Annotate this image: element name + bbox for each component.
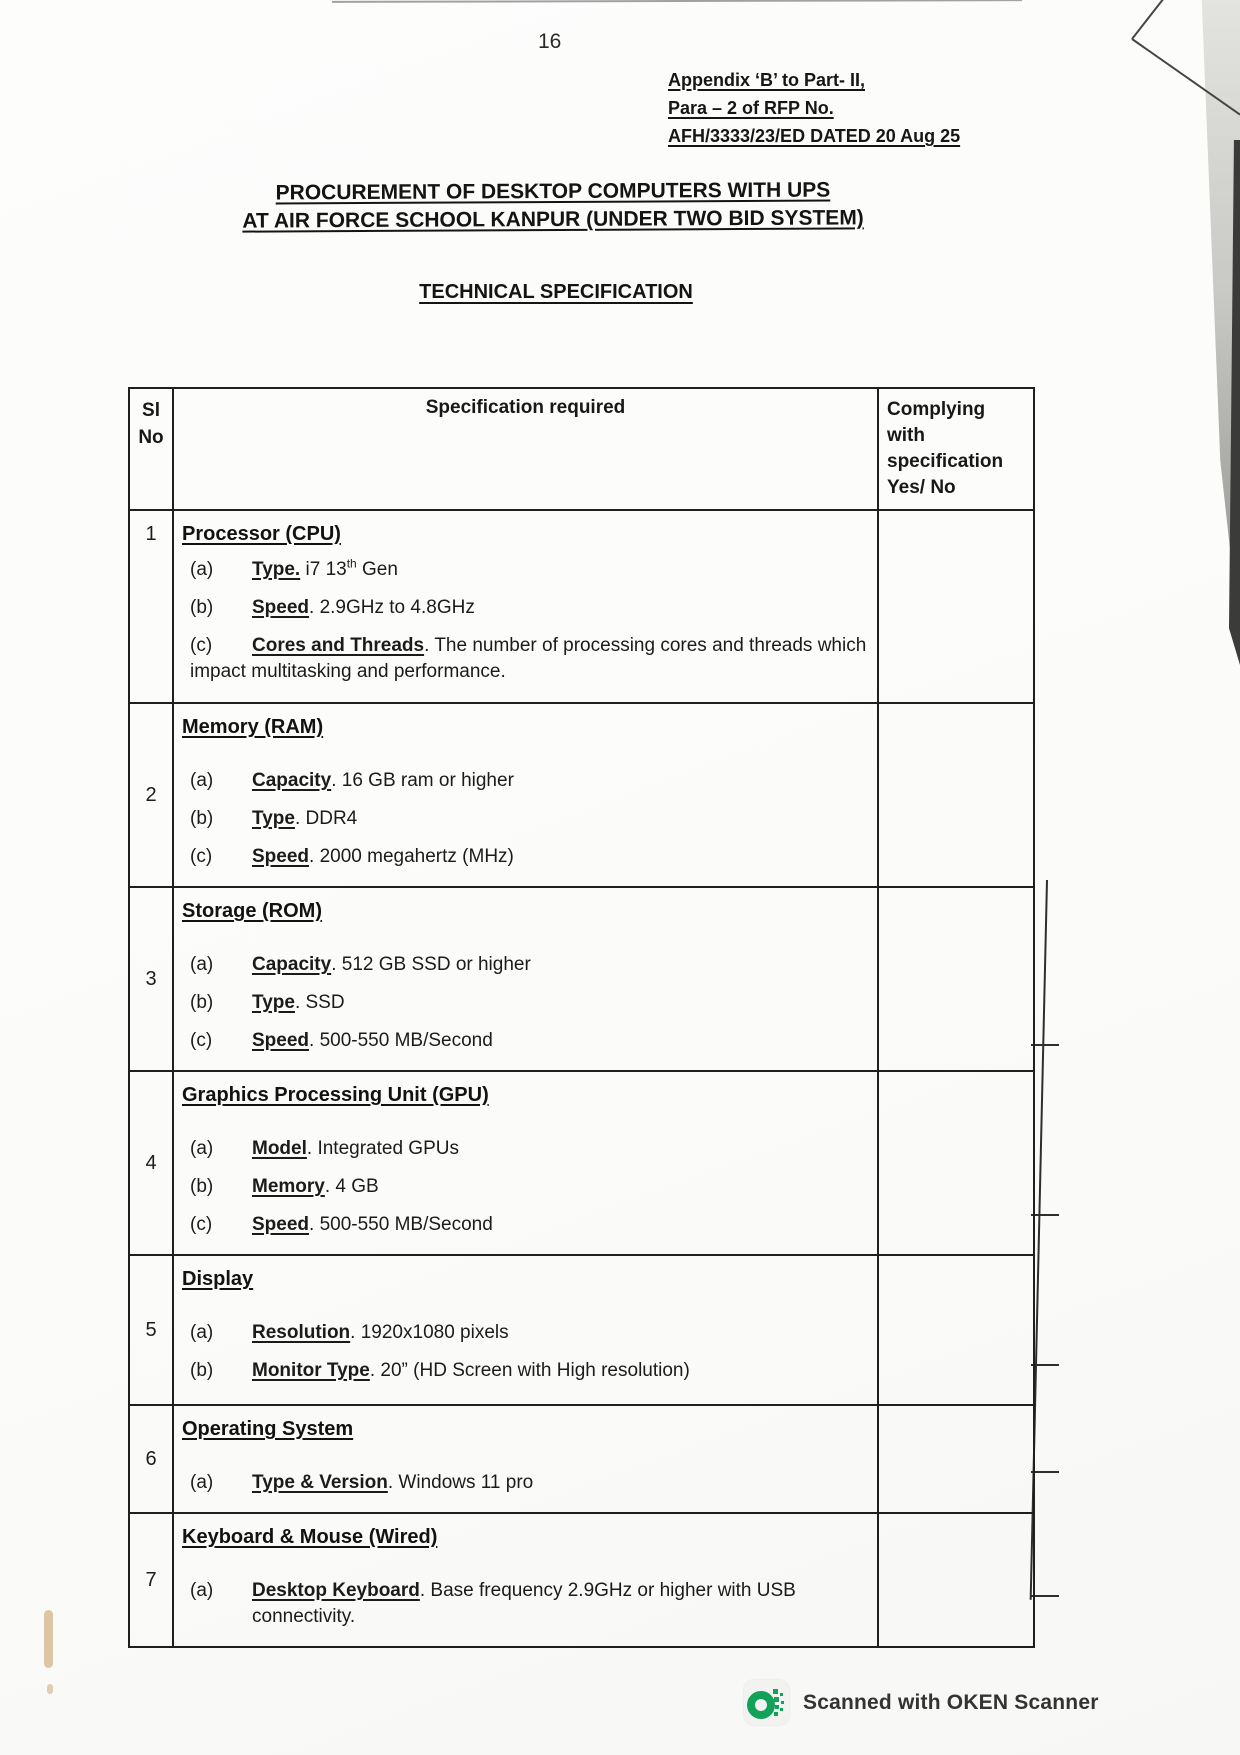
- item-text: . The number of processing cores and threads which impact multitasking and performance.: [190, 635, 867, 682]
- row-spec-cell: [173, 703, 878, 887]
- item-text: . 4 GB: [324, 1176, 379, 1197]
- spec-item: [182, 1136, 867, 1162]
- comply-cell: [878, 887, 1034, 1071]
- spec-item: [182, 1358, 867, 1384]
- spec-item: [182, 1578, 867, 1630]
- appendix-line-2: Para – 2 of RFP No.: [668, 98, 834, 118]
- item-label: Capacity: [252, 770, 332, 791]
- comply-cell: [878, 1071, 1034, 1255]
- item-prefix: (c): [190, 1214, 213, 1235]
- row-category: Graphics Processing Unit (GPU): [182, 1084, 489, 1106]
- spec-item: [182, 952, 867, 978]
- row-spec-cell: [173, 887, 878, 1071]
- comply-cell: [878, 510, 1034, 703]
- row-sl-number: 7: [129, 1513, 173, 1647]
- row-sl-number: 1: [129, 510, 173, 703]
- row-category: Display: [182, 1268, 254, 1290]
- item-text: . 20” (HD Screen with High resolution): [369, 1360, 690, 1381]
- spec-item: [182, 768, 867, 794]
- scan-line-artifact: [1031, 1364, 1059, 1366]
- scan-line-artifact: [1031, 1044, 1059, 1046]
- item-prefix: (b): [190, 992, 214, 1013]
- item-label: Capacity: [252, 954, 332, 975]
- row-spec-cell: [173, 510, 878, 703]
- row-spec-cell: [173, 1071, 878, 1255]
- appendix-line-1: Appendix ‘B’ to Part- II,: [668, 70, 866, 90]
- header-sl-no: Sl No: [129, 388, 173, 510]
- spec-item: [182, 806, 867, 832]
- row-spec-cell: [173, 1513, 878, 1647]
- spec-item: [182, 1320, 867, 1346]
- item-label: Resolution: [252, 1322, 351, 1343]
- row-category: Storage (ROM): [182, 900, 322, 922]
- item-prefix: (a): [190, 1138, 214, 1159]
- item-prefix: (c): [190, 1030, 213, 1051]
- spec-item: [182, 1212, 867, 1238]
- scanner-watermark-text: Scanned with OKEN Scanner: [803, 1690, 1099, 1714]
- scan-top-edge-artifact: [332, 0, 1022, 3]
- item-label: Desktop Keyboard: [252, 1580, 420, 1601]
- row-sl-number: 5: [129, 1255, 173, 1405]
- item-prefix: (a): [190, 770, 214, 791]
- item-prefix: (a): [190, 1472, 214, 1493]
- spec-row: [129, 703, 1034, 887]
- item-text: . Base frequency 2.9GHz or higher with USB connectivity.: [252, 1580, 796, 1627]
- spec-row: [129, 1071, 1034, 1255]
- item-text: . Integrated GPUs: [306, 1138, 459, 1159]
- item-prefix: (b): [190, 597, 214, 618]
- spec-item: [182, 844, 867, 870]
- oken-scanner-icon: [744, 1680, 789, 1725]
- spec-item: [182, 990, 867, 1016]
- scan-line-artifact: [1031, 1214, 1059, 1216]
- item-text: . 500-550 MB/Second: [309, 1214, 493, 1235]
- item-prefix: (a): [190, 1580, 214, 1601]
- row-spec-cell: [173, 1255, 878, 1405]
- scan-line-artifact: [1031, 1595, 1059, 1597]
- margin-smudge: [44, 1610, 53, 1668]
- row-category: Memory (RAM): [182, 716, 324, 738]
- spec-row: [129, 1513, 1034, 1647]
- spec-table-header: [129, 388, 1034, 510]
- spec-item: [182, 1174, 867, 1200]
- spec-row: [129, 1255, 1034, 1405]
- scanner-watermark: [744, 1680, 1099, 1725]
- spec-row: [129, 887, 1034, 1071]
- item-label: Cores and Threads: [252, 635, 425, 656]
- row-category: Processor (CPU): [182, 523, 341, 545]
- item-label: Type & Version: [252, 1472, 388, 1493]
- row-sl-number: 2: [129, 703, 173, 887]
- item-prefix: (c): [190, 635, 213, 656]
- item-label: Speed: [252, 846, 310, 867]
- item-label: Speed: [252, 597, 310, 618]
- item-label: Type: [252, 808, 295, 829]
- spec-item: [182, 1028, 867, 1054]
- item-label: Model: [252, 1138, 307, 1159]
- item-text: . Windows 11 pro: [387, 1472, 534, 1493]
- item-label: Memory: [252, 1176, 325, 1197]
- page-number: 16: [538, 30, 562, 53]
- row-sl-number: 3: [129, 887, 173, 1071]
- item-text: . DDR4: [294, 808, 358, 829]
- appendix-reference: [668, 66, 960, 150]
- scan-line-artifact: [1031, 1471, 1059, 1473]
- row-category: Operating System: [182, 1418, 354, 1440]
- row-sl-number: 6: [129, 1405, 173, 1513]
- item-superscript: th: [346, 556, 357, 571]
- row-category: Keyboard & Mouse (Wired): [182, 1526, 438, 1548]
- item-text: i7 13: [300, 559, 347, 580]
- item-label: Type.: [252, 559, 301, 580]
- appendix-line-3: AFH/3333/23/ED DATED 20 Aug 25: [668, 126, 961, 146]
- item-prefix: (b): [190, 1360, 214, 1381]
- item-label: Speed: [252, 1030, 310, 1051]
- spec-item: [182, 557, 867, 583]
- item-text: . 2000 megahertz (MHz): [309, 846, 514, 867]
- document-title-line-1: PROCUREMENT OF DESKTOP COMPUTERS WITH UPS: [275, 178, 831, 205]
- spec-row: [129, 510, 1034, 703]
- item-label: Monitor Type: [252, 1360, 370, 1381]
- row-sl-number: 4: [129, 1071, 173, 1255]
- spec-item: [182, 633, 867, 685]
- item-text: . 2.9GHz to 4.8GHz: [309, 597, 475, 618]
- comply-cell: [878, 1405, 1034, 1513]
- item-label: Type: [252, 992, 295, 1013]
- spec-table-body: [129, 510, 1034, 1647]
- item-text: Gen: [356, 559, 398, 580]
- item-prefix: (a): [190, 559, 214, 580]
- row-spec-cell: [173, 1405, 878, 1513]
- under-page-corner-line: [1131, 0, 1165, 40]
- item-prefix: (b): [190, 1176, 214, 1197]
- item-prefix: (c): [190, 846, 213, 867]
- item-text: . 16 GB ram or higher: [331, 770, 514, 791]
- header-row: [129, 388, 1034, 510]
- item-label: Speed: [252, 1214, 310, 1235]
- section-heading: TECHNICAL SPECIFICATION: [419, 281, 693, 303]
- item-text: . 500-550 MB/Second: [309, 1030, 493, 1051]
- item-text: . 512 GB SSD or higher: [331, 954, 531, 975]
- header-specification-required: Specification required: [173, 388, 878, 510]
- technical-specification-table: [128, 387, 1035, 1648]
- oken-logo-glyph: [744, 1680, 789, 1725]
- margin-smudge: [47, 1684, 53, 1694]
- comply-cell: [878, 1513, 1034, 1647]
- spec-item: [182, 1470, 867, 1496]
- document-title: [0, 175, 1106, 237]
- comply-cell: [878, 703, 1034, 887]
- header-complying: Complying with specification Yes/ No: [878, 388, 1034, 510]
- spec-row: [129, 1405, 1034, 1513]
- comply-cell: [878, 1255, 1034, 1405]
- item-prefix: (a): [190, 954, 214, 975]
- spec-item: [182, 595, 867, 621]
- item-prefix: (a): [190, 1322, 214, 1343]
- item-text: . 1920x1080 pixels: [350, 1322, 509, 1343]
- item-text: . SSD: [294, 992, 345, 1013]
- item-prefix: (b): [190, 808, 214, 829]
- document-title-line-2: AT AIR FORCE SCHOOL KANPUR (UNDER TWO BID SYSTEM): [242, 206, 864, 233]
